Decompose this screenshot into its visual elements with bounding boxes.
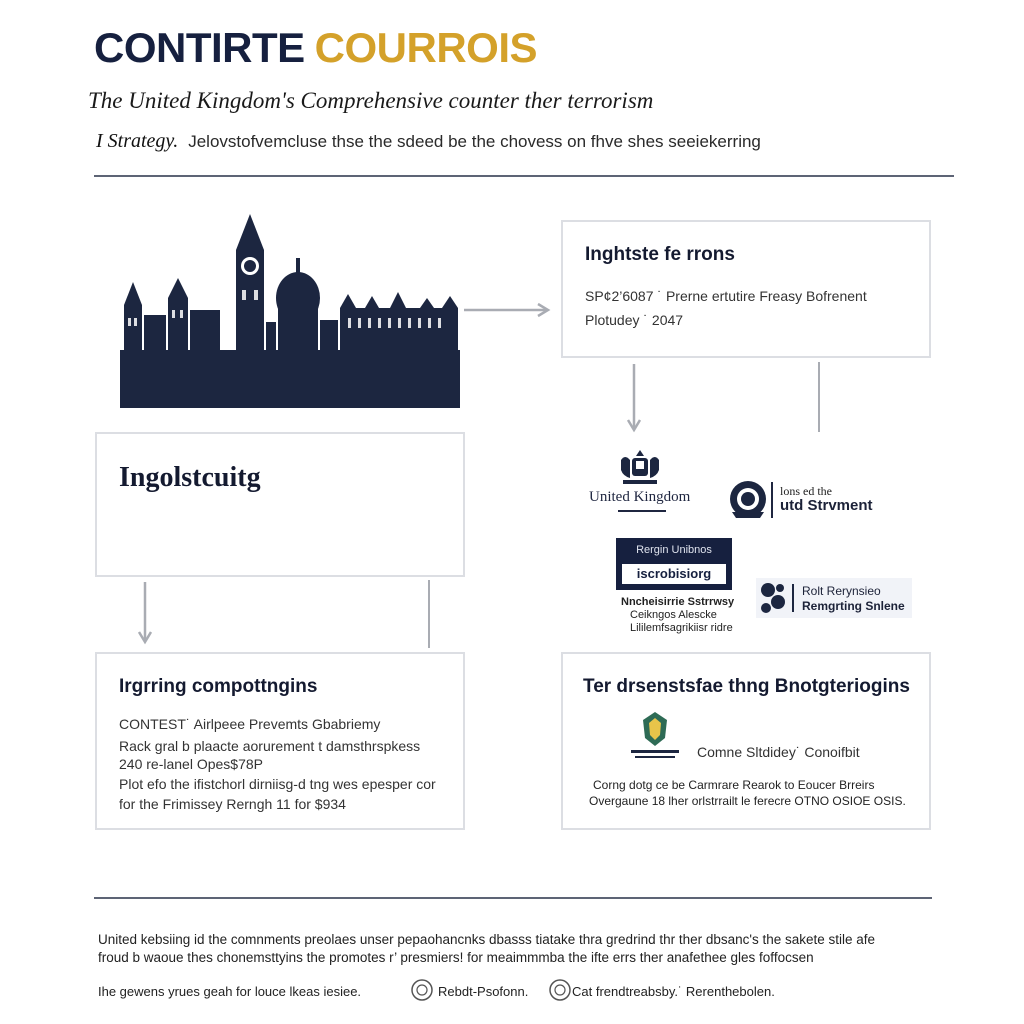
badge-seal-icon: [548, 978, 572, 1002]
lion-crest-icon: [726, 478, 770, 520]
shield-crest-icon: [758, 580, 788, 616]
navy-badge: [616, 538, 732, 590]
page-subtitle: The United Kingdom's Comprehensive counter ther terrorism: [88, 88, 654, 113]
royal-crest-icon: [615, 446, 665, 490]
footer-divider: [94, 897, 932, 899]
top-right-box-title: Inghtste fe rrons: [585, 244, 735, 265]
arrow-right-icon: [462, 300, 554, 320]
top-right-box-line2: Plotudey ˙ 2047: [585, 312, 684, 328]
emblem-underline: [618, 510, 666, 512]
bottom-right-box-line1: Corng dotg ce be Carmrare Rearok to Eoucer Brreirs: [593, 778, 875, 792]
side-emblem-line2: Remgrting Snlene: [802, 599, 905, 613]
title-gold-part: COURROIS: [314, 24, 538, 71]
top-right-box-line1: SP¢2’6087 ˙ Prerne ertutire Freasy Bofrenent: [585, 288, 867, 304]
bottom-left-box-line1: CONTEST˙ Airlpeee Prevemts Gbabriemy: [119, 716, 381, 732]
arrow-down-icon: [624, 362, 644, 436]
title-dark-part: CONTIRTE: [94, 24, 305, 71]
side-emblem: [756, 578, 912, 618]
bottom-right-box-title: Ter drsenstsfae thng Bnotgteriogins: [583, 676, 910, 697]
navy-badge-line2: iscrobisiorg: [636, 566, 712, 581]
navy-caption-3: Lililemfsagrikiisr ridre: [630, 622, 733, 634]
bottom-right-box: [561, 652, 931, 830]
bottom-left-box-line3: 240 re-lanel Opes$78P: [119, 756, 263, 772]
mid-left-box: [95, 432, 465, 577]
page-title: [94, 24, 537, 72]
mid-left-box-title: Ingolstcuitg: [119, 462, 261, 493]
footer-badge2: Cat frendtreabsby.˙ Rerenthebolen.: [572, 984, 775, 999]
bottom-left-box-line4: Plot efo the ifistchorl dirniisg-d tng wes epesper cor: [119, 776, 436, 792]
bottom-left-box-title: Irgrring compottngins: [119, 676, 318, 697]
side-emblem-line1: Rolt Rerynsieo: [802, 584, 881, 598]
bottom-right-box-line2: Overgaune 18 lher orlstrrailt le ferecre OTNO OSIOE OSIS.: [589, 794, 906, 808]
page-subline: [96, 130, 761, 153]
bottom-right-emblem-caption: Comne Sltdidey˙ Conoifbit: [697, 744, 860, 760]
connector-line: [428, 580, 430, 648]
connector-line: [818, 362, 820, 432]
footer-badge1: Rebdt-Psofonn.: [438, 984, 529, 999]
side-emblem-divider: [792, 584, 794, 612]
arrow-down-icon: [135, 580, 155, 648]
emblem-divider: [771, 482, 773, 518]
footer-line1: United kebsiing id the comnments preolaes unser pepaohancnks dbasss tiatake thra gredrind thr ther dbsanc's the sakete stile afe: [98, 932, 876, 947]
right-emblem-line1: lons ed the: [780, 484, 832, 498]
top-right-box: [561, 220, 931, 358]
footer-line2: froud b waoue thes chonemsttyins the promotes r’ presmiers! for meaimmmba the ifte errs ther anafethee gles foffocsen: [98, 950, 814, 965]
right-emblem-line2: utd Strvment: [780, 497, 873, 514]
navy-caption-2: Ceikngos Alescke: [630, 609, 717, 621]
navy-badge-line1: Rergin Unibnos: [636, 544, 712, 556]
bottom-left-box: [95, 652, 465, 830]
badge-seal-icon: [410, 978, 434, 1002]
bottom-left-box-line2: Rack gral b plaacte aorurement t damsthrspkess: [119, 738, 421, 754]
london-skyline-icon: [120, 210, 460, 408]
header-divider: [94, 175, 954, 177]
subline-text: Jelovstofvemcluse thse the sdeed be the chovess on fhve shes seeiekerring: [188, 132, 761, 151]
bottom-left-box-line5: for the Frimissey Rerngh 11 for $934: [119, 796, 346, 812]
footer-line3: Ihe gewens yrues geah for louce lkeas iesiee.: [98, 984, 362, 999]
subline-lead: I Strategy.: [96, 130, 179, 152]
uk-emblem-label: United Kingdom: [589, 489, 691, 505]
navy-caption-1: Nncheisirrie Sstrrwsy: [621, 596, 735, 608]
crest-icon: [625, 708, 685, 762]
